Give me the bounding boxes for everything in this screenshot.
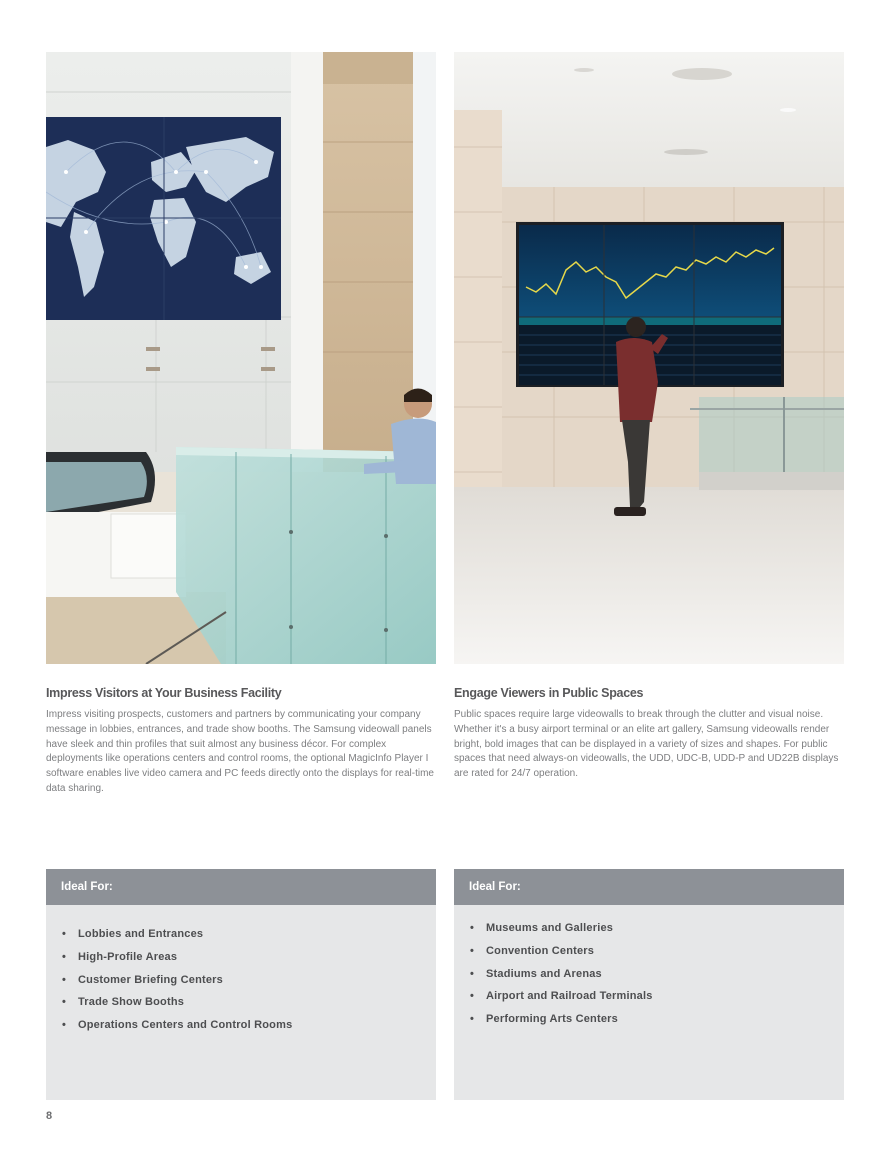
bullet-icon: •: [470, 922, 475, 934]
business-facility-body: Impress visiting prospects, customers and partners by communicating your company message in lobbies, entrances, and trade show booths. The Samsung videowall panels have sleek and thin profiles that suit almost any business décor. For complex deployments like operations centers and control rooms, the optional MagicInfo Player I software enables live video camera and PC feeds directly onto the displays for real-time data sharing.: [46, 709, 434, 794]
list-item-label: Stadiums and Arenas: [486, 967, 602, 980]
page-number: 8: [46, 1110, 53, 1122]
bullet-icon: •: [62, 973, 67, 986]
business-facility-heading: Impress Visitors at Your Business Facility: [46, 686, 282, 700]
bullet-icon: •: [470, 944, 475, 957]
list-item: [470, 1008, 844, 1031]
bullet-icon: •: [62, 1019, 67, 1032]
bullet-icon: •: [62, 996, 67, 1009]
business-facility-section: [46, 686, 436, 797]
list-item: [62, 969, 436, 992]
list-item: [470, 917, 844, 940]
lobby-videowall-photo: [46, 52, 436, 664]
ideal-for-header: Ideal For:: [46, 869, 436, 905]
business-ideal-for-box: [46, 869, 436, 1100]
bullet-icon: •: [62, 950, 67, 963]
bullet-icon: •: [470, 990, 475, 1003]
public-spaces-heading: Engage Viewers in Public Spaces: [454, 686, 644, 700]
list-item: [470, 985, 844, 1008]
list-item: [62, 991, 436, 1014]
ideal-for-header: Ideal For:: [454, 869, 844, 905]
list-item: [470, 940, 844, 963]
list-item: [62, 923, 436, 946]
public-spaces-section: [454, 686, 844, 782]
list-item: [62, 946, 436, 969]
list-item-label: Museums and Galleries: [486, 922, 614, 934]
ideal-for-list: [454, 905, 844, 1031]
list-item-label: Customer Briefing Centers: [78, 973, 223, 986]
bullet-icon: •: [470, 967, 475, 980]
list-item: [470, 963, 844, 986]
list-item-label: Convention Centers: [486, 944, 595, 957]
public-space-videowall-photo: [454, 52, 844, 664]
bullet-icon: •: [470, 1013, 475, 1026]
bullet-icon: •: [62, 928, 67, 940]
list-item-label: Lobbies and Entrances: [78, 928, 204, 940]
list-item-label: Trade Show Booths: [78, 996, 185, 1009]
list-item-label: Performing Arts Centers: [486, 1013, 618, 1026]
list-item-label: Airport and Railroad Terminals: [486, 990, 653, 1003]
list-item-label: Operations Centers and Control Rooms: [78, 1019, 293, 1032]
public-spaces-body: Public spaces require large videowalls to break through the clutter and visual noise. Whether it's a busy airport terminal or an elite art gallery, Samsung videowalls render bright, bold images that can be displayed in a variety of sizes and shapes. For public spaces that need always-on videowalls, the UDD, UDC-B, UDD-P and UD22B displays are rated for 24/7 operation.: [454, 709, 839, 780]
list-item: [62, 1014, 436, 1037]
ideal-for-list: [46, 905, 436, 1037]
list-item-label: High-Profile Areas: [78, 950, 178, 963]
public-ideal-for-box: [454, 869, 844, 1100]
